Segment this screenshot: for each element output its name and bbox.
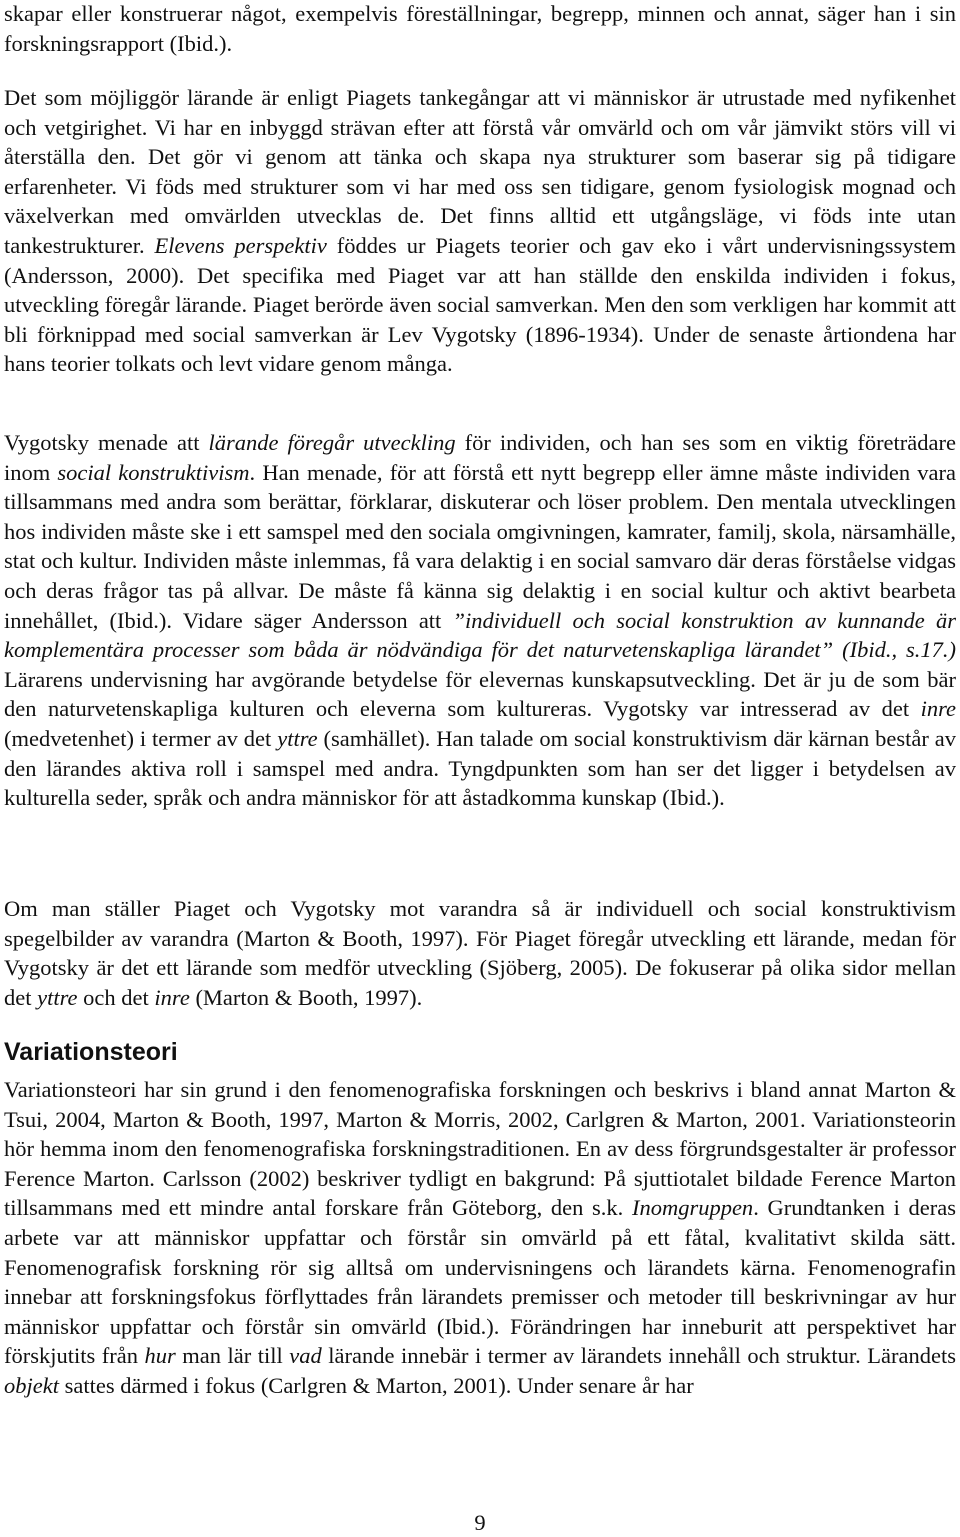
- italic-text: yttre: [37, 984, 78, 1010]
- text-run: Det som möjliggör lärande är enligt Piagets tankegångar att vi människor är utrustade med nyfikenhet och vetgirighet. Vi har en inbyggd strävan efter att förstå vår omvärld och om vår jämvikt störs vill vi återställa den. Det gör vi genom att tänka och skapa nya strukturer som baserar sig på tidigare erfarenheter. Vi föds med strukturer som vi har med oss sen tidigare, genom fysiologisk mognad och växelverkan med omvärlden utvecklas de. Det finns alltid ett utgångsläge, vi föds inte utan tankestrukturer.: [4, 85, 956, 258]
- italic-text: yttre: [277, 725, 318, 751]
- text-run: och det: [77, 984, 155, 1010]
- text-run: skapar eller konstruerar något, exempelvis föreställningar, begrepp, minnen och annat, säger han i sin forskningsrapport (Ibid.).: [4, 1, 956, 56]
- text-run: . Grundtanken i deras arbete var att människor uppfattar och förstår sin omvärld på ett fåtal, kvalitativt skilda sätt. Fenomenografisk forskning rör sig alltså om undervisningens och lärandets kärna. Fenomenografin innebar att forskningsfokus förflyttades från lärandets premisser och metoder till beskrivningar av hur människor uppfattar och förstår sin omvärld (Ibid.). Förändringen har inneburit att perspektivet har förskjutits från: [4, 1195, 956, 1369]
- text-run: för individen, och han ses som en viktig företrädare inom: [4, 430, 956, 485]
- page-number: 9: [474, 1510, 486, 1535]
- text-run: (Marton & Booth, 1997).: [189, 984, 423, 1010]
- paragraph-5: [4, 1075, 956, 1401]
- section-heading: Variationsteori: [4, 1038, 178, 1066]
- text-run: Om man ställer Piaget och Vygotsky mot varandra så är individuell och social konstruktivism spegelbilder av varandra (Marton & Booth, 1997). För Piaget föregår utveckling ett lärande, medan för Vygotsky är det ett lärande som medför utveckling (Sjöberg, 2005). De fokuserar på olika sidor mellan det: [4, 896, 956, 1010]
- italic-text: ”individuell och social konstruktion av kunnande är komplementära processer som båda är nödvändiga för det naturvetenskapliga lärandet” (Ibid., s.17.): [4, 607, 956, 663]
- italic-text: vad: [289, 1343, 322, 1369]
- text-run: (medvetenhet) i termer av det: [4, 725, 278, 751]
- text-run: (samhället). Han talade om social konstruktivism där kärnan består av den lärandes aktiva roll i samspel med andra. Tyngdpunkten som han ser det ligger i betydelsen av kulturella seder, språk och andra människor för att åstadkomma kunskap (Ibid.).: [4, 725, 956, 811]
- paragraph-1: [4, 0, 956, 58]
- text-run: sattes därmed i fokus (Carlgren & Marton, 2001). Under senare år har: [58, 1372, 694, 1398]
- text-run: Vygotsky menade att: [4, 430, 209, 455]
- paragraph-2: [4, 83, 956, 379]
- italic-text: inre: [920, 696, 956, 722]
- italic-text: Elevens perspektiv: [154, 232, 327, 258]
- text-run: man lär till: [175, 1343, 290, 1369]
- paragraph-3: [4, 428, 956, 813]
- italic-text: social konstruktivism: [57, 459, 250, 485]
- italic-text: Inomgruppen: [631, 1195, 754, 1221]
- text-run: föddes ur Piagets teorier och gav eko i vårt undervisningssystem (Andersson, 2000). Det specifika med Piaget var att han ställde den enskilda individen i fokus, utveckling föregår lärande. Piaget berörde även social samverkan. Men den som verkligen har kommit att bli förknippad med social samverkan är Lev Vygotsky (1896-1934). Under de senaste årtiondena har hans teorier tolkats och levt vidare genom många.: [4, 232, 957, 377]
- text-run: lärande innebär i termer av lärandets innehåll och struktur. Lärandets: [321, 1343, 956, 1369]
- italic-text: inre: [154, 984, 190, 1010]
- italic-text: lärande föregår utveckling: [208, 430, 456, 455]
- italic-text: objekt: [4, 1372, 59, 1398]
- text-run: Variationsteori har sin grund i den fenomenografiska forskningen och beskrivs i bland annat Marton & Tsui, 2004, Marton & Booth, 1997, Marton & Morris, 2002, Carlgren & Marton, 2001. Variationsteorin hör hemma inom den fenomenografiska forskningstraditionen. En av dess förgrundsgestalter är professor Ference Marton. Carlsson (2002) beskriver tydligt en bakgrund: På sjuttiotalet bildade Ference Marton tillsammans med ett mindre antal forskare från Göteborg, den s.k.: [4, 1077, 956, 1221]
- paragraph-4: [4, 894, 956, 1012]
- text-run: Lärarens undervisning har avgörande betydelse för elevernas kunskapsutveckling. Det är ju de som bär den naturvetenskapliga kulturen och eleverna som kultureras. Vygotsky var intresserad av det: [4, 666, 956, 722]
- text-run: . Han menade, för att förstå ett nytt begrepp eller ämne måste individen vara tillsammans med andra som berättar, förklarar, diskuterar och löser problem. Den mentala utvecklingen hos individen måste ske i ett samspel med den sociala omgivningen, kamrater, familj, skola, närsamhälle, stat och kultur. Individen måste inlemmas, få vara delaktig i en social samvaro där deras förståelse vidgas och deras frågor tas på allvar. De måste få känna sig delaktig i en social kultur och aktivt bearbeta innehållet, (Ibid.). Vidare säger Andersson att: [4, 459, 956, 633]
- italic-text: hur: [144, 1343, 176, 1369]
